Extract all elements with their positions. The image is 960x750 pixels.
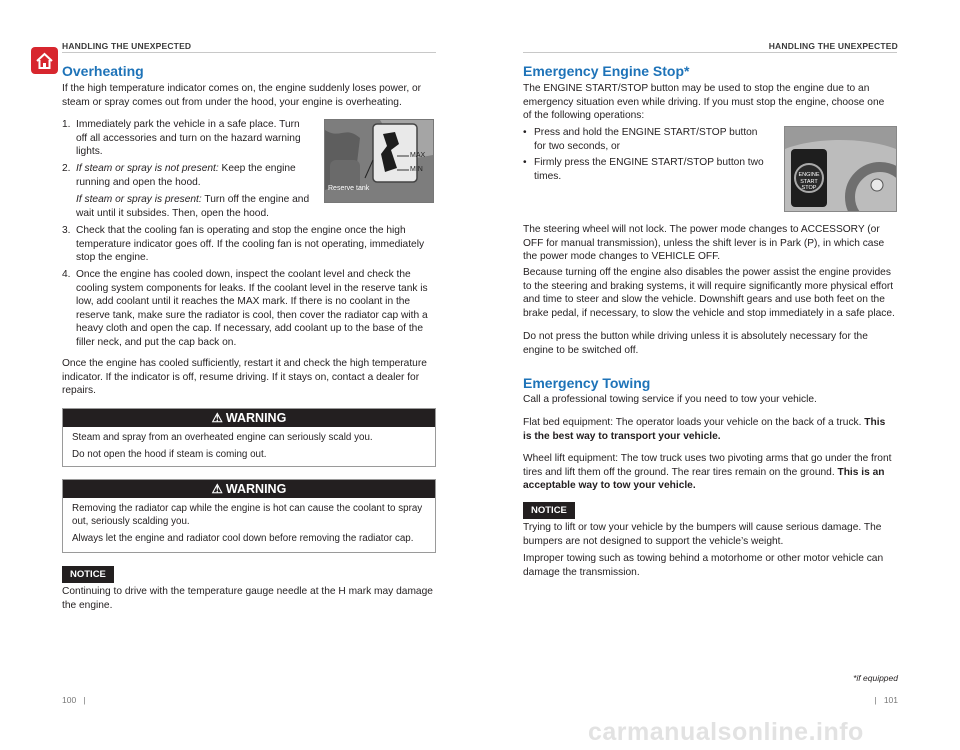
warning-box-radiator	[62, 479, 436, 553]
para-steering: The steering wheel will not lock. The power mode changes to ACCESSORY (or OFF for manual transmission), unless the shift lever is in Park (P), in which case the power mode changes to VEHICLE OFF.	[523, 224, 885, 262]
page-number-left: 100 |	[62, 695, 86, 705]
warning-line: Do not open the hood if steam is coming out.	[72, 449, 267, 460]
warning-triangle-icon: ⚠	[211, 482, 223, 496]
max-mark-label: MAX	[410, 152, 426, 159]
min-mark-label: MIN	[410, 166, 423, 173]
watermark: carmanualsonline.info	[588, 718, 864, 746]
emergency-towing-heading: Emergency Towing	[523, 375, 651, 391]
bullet-press-twice: • Firmly press the ENGINE START/STOP button two times.	[523, 157, 764, 182]
overheating-heading: Overheating	[62, 63, 144, 79]
page-number-right: | 101	[874, 695, 898, 705]
tow-wheel-lift: Wheel lift equipment: The tow truck uses two pivoting arms that go under the front tires and lift them off the ground. The rear tires remain on the ground. This is an acceptable way to tow your vehicle.	[523, 453, 892, 491]
notice-bumpers: Trying to lift or tow your vehicle by the bumpers will cause serious damage. The bumpers are not designed to support the vehicle’s weight.	[523, 522, 882, 547]
left-running-header: HANDLING THE UNEXPECTED	[62, 41, 192, 51]
overheating-intro: If the high temperature indicator comes on, the engine suddenly loses power, or steam or spray comes out from under the hood, your engine is overheating.	[62, 83, 422, 108]
emergency-stop-intro: The ENGINE START/STOP button may be used to stop the engine due to an emergency situation even while driving. If you must stop the engine, choose one of the following operations:	[523, 83, 885, 121]
notice-text: Continuing to drive with the temperature gauge needle at the H mark may damage the engine.	[62, 586, 433, 611]
engine-start-stop-button: ENGINE START STOP	[794, 163, 824, 193]
step-1: 1. Immediately park the vehicle in a safe place. Turn off all accessories and turn on the hazard warning lights.	[62, 119, 301, 157]
step-2-alt: If steam or spray is present: Turn off the engine and wait until it subsides. Then, open the hood.	[76, 194, 310, 219]
step-4: 4. Once the engine has cooled down, inspect the coolant level and check the cooling system components for leaks. If the coolant level in the reserve tank is low, add coolant until it reaches the MAX mark. If there is no coolant in the reserve tank, make sure the radiator is cool, then cover the radiator cap with a heavy cloth and open the cap. If necessary, add coolant up to the base of the filler neck, and put the cap back on.	[62, 269, 428, 348]
para-do-not-press: Do not press the button while driving unless it is absolutely necessary for the engine to be switched off.	[523, 331, 868, 356]
right-header-rule	[523, 52, 897, 53]
emergency-stop-heading: Emergency Engine Stop*	[523, 63, 690, 79]
notice-badge: NOTICE	[62, 566, 114, 583]
warning-header: ⚠ WARNING	[63, 409, 435, 427]
warning-header: ⚠ WARNING	[63, 480, 435, 498]
step-3: 3. Check that the cooling fan is operating and stop the engine once the high temperature indicator goes off. If the cooling fan is not operating, immediately stop the engine.	[62, 225, 425, 263]
notice-badge: NOTICE	[523, 502, 575, 519]
overheating-closing: Once the engine has cooled sufficiently, restart it and check the high temperature indicator. If the indicator is off, resume driving. If it stays on, contact a dealer for repairs.	[62, 358, 427, 396]
warning-line: Always let the engine and radiator cool down before removing the radiator cap.	[72, 533, 414, 544]
warning-line: Steam and spray from an overheated engine can seriously scald you.	[72, 432, 373, 443]
step-2: 2. If steam or spray is not present: Keep the engine running and open the hood.	[62, 163, 296, 188]
bullet-press-hold: • Press and hold the ENGINE START/STOP button for two seconds, or	[523, 127, 758, 152]
warning-triangle-icon: ⚠	[211, 411, 223, 425]
footnote: *if equipped	[853, 673, 898, 683]
reserve-tank-label: Reserve tank	[328, 185, 370, 192]
tow-flat-bed: Flat bed equipment: The operator loads your vehicle on the back of a truck. This is the best way to transport your vehicle.	[523, 417, 886, 442]
warning-line: Removing the radiator cap while the engine is hot can cause the coolant to spray out, seriously scalding you.	[72, 503, 423, 527]
start-stop-button-image	[784, 126, 897, 212]
right-running-header: HANDLING THE UNEXPECTED	[768, 41, 898, 51]
warning-box-steam	[62, 408, 436, 467]
para-power-assist: Because turning off the engine also disables the power assist the engine provides to the steering and braking systems, it will require significantly more physical effort and time to steer and slow the vehicle. Downshift gears and use both feet on the brake pedal, if necessary, to slow the vehicle and stop immediately in a safe place.	[523, 267, 895, 319]
notice-transmission: Improper towing such as towing behind a motorhome or other motor vehicle can damage the transmission.	[523, 553, 884, 578]
home-icon[interactable]	[31, 47, 58, 74]
tow-intro: Call a professional towing service if you need to tow your vehicle.	[523, 394, 817, 405]
coolant-reserve-tank-image	[324, 119, 434, 203]
left-header-rule	[62, 52, 436, 53]
